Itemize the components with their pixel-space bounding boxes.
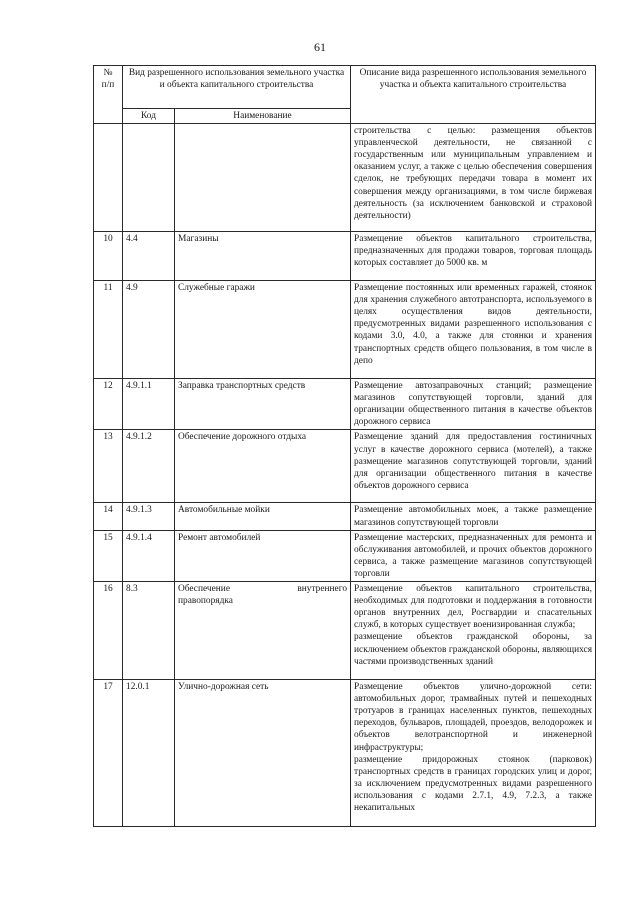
row-number: 12 bbox=[94, 379, 123, 430]
row-code: 4.4 bbox=[123, 232, 175, 281]
header-code: Код bbox=[123, 109, 175, 124]
row-description: Размещение объектов капитального строительства, необходимых для подготовки и поддержания в готовности органов внутренних дел, Росгвардии и спасательных служб, в которых существует военизированная служба; размещение объектов гражданской обороны, за исключением объектов гражданской обороны, являющихся частями производственных зданий bbox=[351, 582, 596, 680]
row-code: 8.3 bbox=[123, 582, 175, 680]
table-row bbox=[94, 582, 596, 680]
header-description: Описание вида разрешенного использования земельного участка и объекта капитального строительства bbox=[351, 66, 596, 124]
row-name-line bbox=[178, 583, 347, 595]
row-number: 11 bbox=[94, 281, 123, 379]
row-description: Размещение мастерских, предназначенных для ремонта и обслуживания автомобилей, и прочих объектов дорожного сервиса, а также размещение магазинов сопутствующей торговли bbox=[351, 530, 596, 581]
row-number: 14 bbox=[94, 503, 123, 530]
table-row bbox=[94, 281, 596, 379]
table-row bbox=[94, 530, 596, 581]
row-description: Размещение объектов капитального строительства, предназначенных для продажи товаров, торговая площадь которых составляет до 5000 кв. м bbox=[351, 232, 596, 281]
table-row bbox=[94, 124, 596, 232]
table-row bbox=[94, 379, 596, 430]
row-description: Размещение автомобильных моек, а также размещение магазинов сопутствующей торговли bbox=[351, 503, 596, 530]
row-description: Размещение постоянных или временных гаражей, стоянок для хранения служебного автотранспорта, используемого в целях осуществления видов деятельности, предусмотренных видами разрешенного использования с кодами 3.0, 4.0, а также для стоянки и хранения транспортных средств общего пользования, в том числе в депо bbox=[351, 281, 596, 379]
page-number: 61 bbox=[314, 40, 326, 54]
row-name: Ремонт автомобилей bbox=[175, 530, 351, 581]
row-name: Магазины bbox=[175, 232, 351, 281]
table-row bbox=[94, 503, 596, 530]
row-code: 4.9.1.4 bbox=[123, 530, 175, 581]
row-code: 4.9 bbox=[123, 281, 175, 379]
row-description: Размещение зданий для предоставления гостиничных услуг в качестве дорожного сервиса (мотелей), а также размещение магазинов сопутствующей торговли, зданий для организации общественного питания в качестве объектов дорожного сервиса bbox=[351, 430, 596, 503]
row-name-part: внутреннего bbox=[297, 584, 348, 595]
row-name: Улично-дорожная сеть bbox=[175, 680, 351, 827]
row-name bbox=[175, 582, 351, 680]
table-row bbox=[94, 680, 596, 827]
row-name: Заправка транспортных средств bbox=[175, 379, 351, 430]
row-name: Автомобильные мойки bbox=[175, 503, 351, 530]
header-number: № п/п bbox=[94, 66, 123, 124]
table-row bbox=[94, 232, 596, 281]
row-code: 4.9.1.3 bbox=[123, 503, 175, 530]
row-number: 13 bbox=[94, 430, 123, 503]
table-row bbox=[94, 430, 596, 503]
row-number: 17 bbox=[94, 680, 123, 827]
row-number: 16 bbox=[94, 582, 123, 680]
row-description: Размещение объектов улично-дорожной сети: автомобильных дорог, трамвайных путей и пешеходных тротуаров в границах населенных пунктов, пешеходных переходов, бульваров, площадей, проездов, велодорожек и объектов велотранспортной и инженерной инфраструктуры; размещение придорожных стоянок (парковок) транспортных средств в границах городских улиц и дорог, за исключением предусмотренных видами разрешенного использования с кодами 2.7.1, 4.9, 7.2.3, а также некапитальных bbox=[351, 680, 596, 827]
row-description: Размещение автозаправочных станций; размещение магазинов сопутствующей торговли, зданий для организации общественного питания в качестве объектов дорожного сервиса bbox=[351, 379, 596, 430]
row-number: 10 bbox=[94, 232, 123, 281]
row-name: Обеспечение дорожного отдыха bbox=[175, 430, 351, 503]
row-description: строительства с целью: размещения объектов управленческой деятельности, не связанной с государственным или муниципальным управлением и оказанием услуг, а также с целью обеспечения совершения сделок, не требующих передачи товара в момент их совершения между организациями, в том числе биржевая деятельность (за исключением банковской и страховой деятельности) bbox=[351, 124, 596, 232]
row-name-part: Обеспечение bbox=[178, 584, 230, 595]
row-code: 4.9.1.2 bbox=[123, 430, 175, 503]
row-name-line: правопорядка bbox=[178, 596, 233, 607]
row-code: 12.0.1 bbox=[123, 680, 175, 827]
header-name: Наименование bbox=[175, 109, 351, 124]
land-use-table bbox=[93, 65, 596, 827]
row-number: 15 bbox=[94, 530, 123, 581]
row-code: 4.9.1.1 bbox=[123, 379, 175, 430]
row-name: Служебные гаражи bbox=[175, 281, 351, 379]
header-type: Вид разрешенного использования земельного участка и объекта капитального строительства bbox=[123, 66, 351, 109]
